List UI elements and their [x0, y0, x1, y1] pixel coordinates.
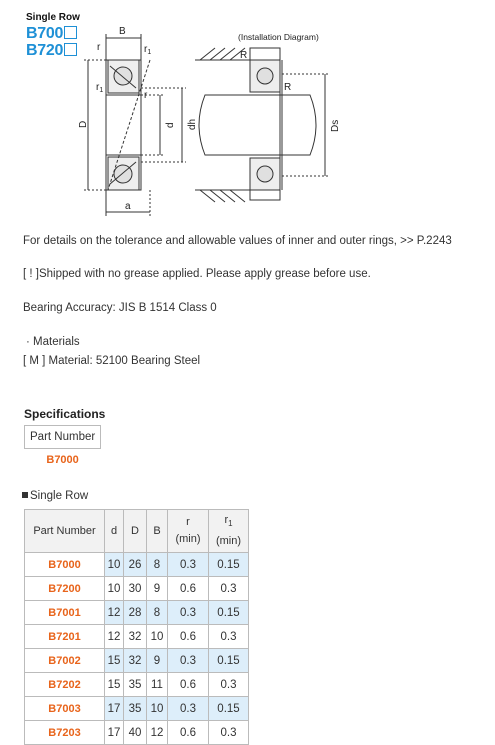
label-D: D [78, 120, 89, 128]
cell-D: 32 [124, 649, 147, 673]
single-row-subtitle: Single Row [22, 490, 88, 502]
label-Ds: Ds [330, 119, 341, 132]
cell-d: 12 [105, 601, 124, 625]
label-R-top: R [240, 50, 248, 61]
label-d: d [165, 122, 176, 128]
part-number-link[interactable]: B7001 [25, 601, 105, 625]
cell-r1: 0.15 [209, 553, 249, 577]
col-D: D [124, 510, 147, 553]
cell-d: 15 [105, 649, 124, 673]
cell-r: 0.6 [168, 577, 209, 601]
label-r1-inner: $r_1$ [96, 82, 104, 94]
cell-D: 35 [124, 673, 147, 697]
series-code-b720[interactable]: B720 [26, 43, 77, 59]
cell-d: 10 [105, 553, 124, 577]
cell-B: 9 [147, 649, 168, 673]
table-row [25, 697, 249, 721]
specification-table [24, 509, 249, 745]
part-number-link[interactable]: B7201 [25, 625, 105, 649]
col-r1: $r_1$ (min) [209, 510, 249, 553]
materials-heading: · Materials [26, 336, 80, 348]
bullet-square-icon [22, 492, 28, 498]
cell-r: 0.3 [168, 601, 209, 625]
table-row [25, 553, 249, 577]
bearing-diagram [0, 0, 495, 225]
materials-item: [ M ] Material: 52100 Bearing Steel [23, 355, 201, 367]
table-row [25, 649, 249, 673]
table-row [25, 673, 249, 697]
cell-D: 26 [124, 553, 147, 577]
cell-D: 28 [124, 601, 147, 625]
cell-r1: 0.3 [209, 577, 249, 601]
cell-D: 32 [124, 625, 147, 649]
cell-d: 17 [105, 697, 124, 721]
label-R-side: R [284, 82, 292, 93]
cell-D: 35 [124, 697, 147, 721]
cell-B: 12 [147, 721, 168, 745]
cell-B: 11 [147, 673, 168, 697]
series-label: Single Row [26, 12, 80, 23]
cell-B: 10 [147, 697, 168, 721]
part-number-header: Part Number [25, 426, 101, 449]
cell-r: 0.3 [168, 649, 209, 673]
label-r-inner: r [144, 90, 148, 101]
cell-d: 17 [105, 721, 124, 745]
label-dh: dh [187, 118, 198, 130]
label-a: a [125, 201, 131, 212]
table-row [25, 577, 249, 601]
col-d: d [105, 510, 124, 553]
grease-note: [ ! ]Shipped with no grease applied. Please apply grease before use. [23, 268, 371, 280]
cell-d: 10 [105, 577, 124, 601]
series-code-b700[interactable]: B700 [26, 26, 77, 42]
part-number-link[interactable]: B7202 [25, 673, 105, 697]
cell-r1: 0.15 [209, 601, 249, 625]
cell-r1: 0.3 [209, 673, 249, 697]
cell-B: 10 [147, 625, 168, 649]
table-row [25, 625, 249, 649]
table-row [25, 601, 249, 625]
label-r1: $r_1$ [144, 44, 152, 56]
part-number-link[interactable]: B7000 [25, 553, 105, 577]
accuracy-note: Bearing Accuracy: JIS B 1514 Class 0 [23, 302, 217, 314]
part-number-link[interactable]: B7002 [25, 649, 105, 673]
selected-part-number-table [24, 425, 101, 471]
cell-B: 8 [147, 601, 168, 625]
cell-r1: 0.15 [209, 697, 249, 721]
selected-part-number[interactable]: B7000 [46, 454, 79, 466]
dimension-drawing [0, 0, 495, 225]
part-number-link[interactable]: B7203 [25, 721, 105, 745]
cell-d: 12 [105, 625, 124, 649]
cell-B: 8 [147, 553, 168, 577]
label-installation: (Installation Diagram) [238, 32, 319, 42]
label-B: B [119, 26, 126, 37]
cell-d: 15 [105, 673, 124, 697]
cell-r1: 0.3 [209, 721, 249, 745]
cell-r: 0.6 [168, 721, 209, 745]
cell-r: 0.6 [168, 673, 209, 697]
cell-r1: 0.3 [209, 625, 249, 649]
specifications-title: Specifications [24, 407, 106, 421]
tolerance-note[interactable]: For details on the tolerance and allowable values of inner and outer rings, >> P.2243 [23, 235, 452, 247]
col-part-number: Part Number [25, 510, 105, 553]
cell-r: 0.3 [168, 697, 209, 721]
col-r: r (min) [168, 510, 209, 553]
label-r: r [97, 42, 101, 53]
cell-r: 0.3 [168, 553, 209, 577]
cell-D: 30 [124, 577, 147, 601]
cell-D: 40 [124, 721, 147, 745]
cell-r1: 0.15 [209, 649, 249, 673]
cell-B: 9 [147, 577, 168, 601]
part-number-link[interactable]: B7200 [25, 577, 105, 601]
col-B: B [147, 510, 168, 553]
cell-r: 0.6 [168, 625, 209, 649]
part-number-link[interactable]: B7003 [25, 697, 105, 721]
